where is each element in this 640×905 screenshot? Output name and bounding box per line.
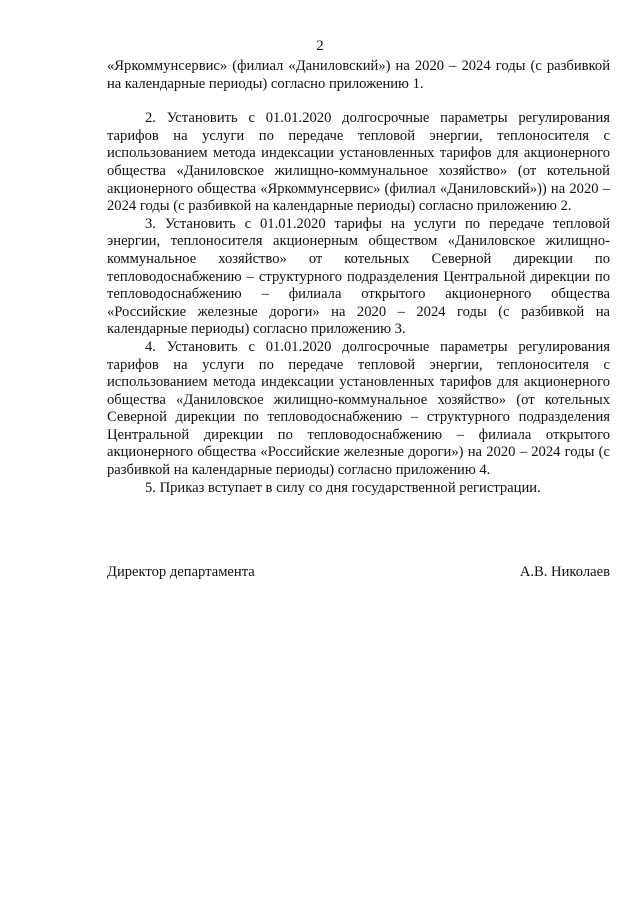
- paragraph-item-2: 2. Установить с 01.01.2020 долгосрочные параметры регулирования тарифов на услуги по передаче тепловой энергии, теплоносителя с использованием метода индексации установленных тарифов для акционерного общества «Даниловское жилищно-коммунальное хозяйство» (от котельной акционерного общества «Яркоммунсервис» (филиал «Даниловский»)) на 2020 – 2024 годы (с разбивкой на календарные периоды) согласно приложению 2.: [107, 110, 610, 215]
- paragraph-continuation: «Яркоммунсервис» (филиал «Даниловский») на 2020 – 2024 годы (с разбивкой на календарные периоды) согласно приложению 1.: [107, 58, 610, 92]
- paragraph-item-4: 4. Установить с 01.01.2020 долгосрочные параметры регулирования тарифов на услуги по передаче тепловой энергии, теплоносителя с использованием метода индексации установленных тарифов для акционерного общества «Даниловское жилищно-коммунальное хозяйство» (от котельных Северной дирекции по тепловодоснабжению – структурного подразделения Центральной дирекции по тепловодоснабжению – филиала открытого акционерного общества «Российские железные дороги») на 2020 – 2024 годы (с разбивкой на календарные периоды) согласно приложению 4.: [107, 338, 610, 479]
- paragraph-gap: [107, 93, 610, 110]
- paragraph-item-5: 5. Приказ вступает в силу со дня государственной регистрации.: [145, 479, 541, 496]
- signature-block: [107, 563, 610, 581]
- page-number: 2: [316, 38, 324, 54]
- paragraph-item-3: 3. Установить с 01.01.2020 тарифы на услуги по передаче тепловой энергии, теплоносителя акционерным обществом «Даниловское жилищно-коммунальное хозяйство» от котельных Северной дирекции по тепловодоснабжению – структурного подразделения Центральной дирекции по тепловодоснабжению – филиала открытого акционерного общества «Российские железные дороги» на 2020 – 2024 годы (с разбивкой на календарные периоды) согласно приложению 3.: [107, 215, 610, 338]
- signatory-name: А.В. Николаев: [519, 564, 610, 580]
- document-body: [107, 58, 610, 497]
- signatory-position: Директор департамента: [107, 564, 255, 580]
